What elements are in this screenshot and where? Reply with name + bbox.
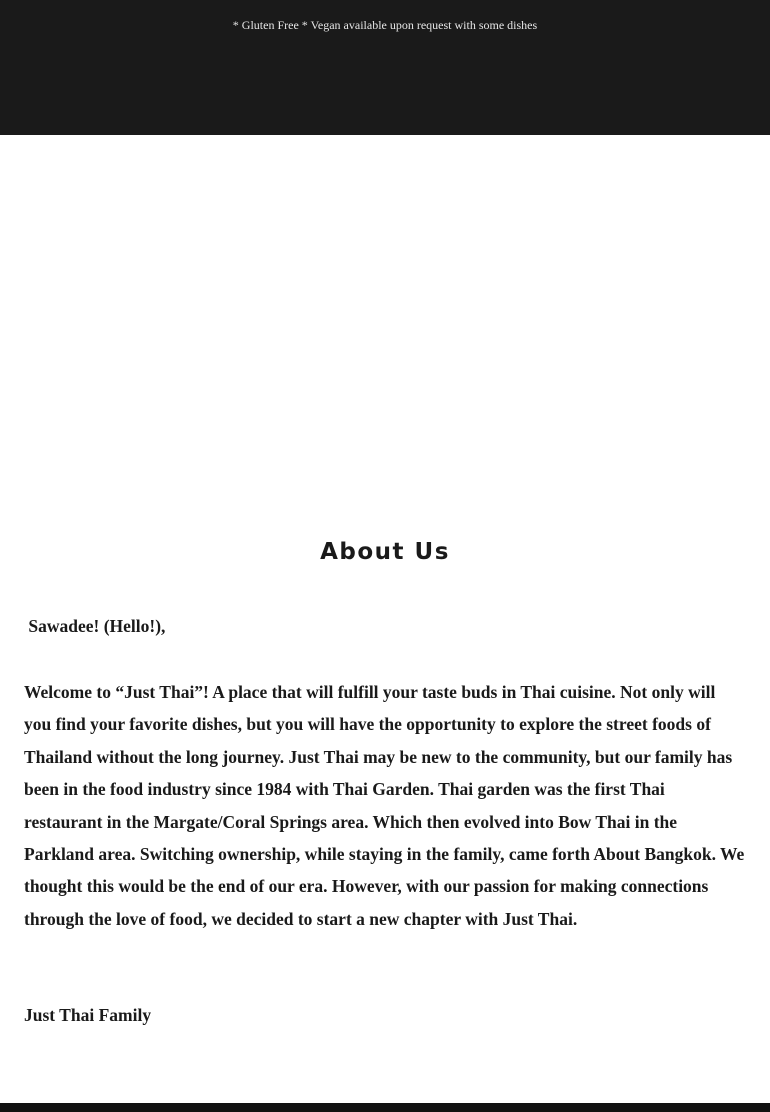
signoff-text: Just Thai Family: [24, 1005, 152, 1025]
story-paragraph: Welcome to “Just Thai”! A place that will fulfill your taste buds in Thai cuisine. Not only will you find your favorite dishes, but you will have the opportunity to explore the street foods of Thailand without the long journey. Just Thai may be new to the community, but our family has been in the food industry since 1984 with Thai Garden. Thai garden was the first Thai restaurant in the Margate/Coral Springs area. Which then evolved into Bow Thai in the Parkland area. Switching ownership, while staying in the family, came forth About Bangkok. We thought this would be the end of our era. However, with our passion for making connections through the love of food, we decided to start a new chapter with Just Thai.: [24, 682, 745, 929]
section-title: About Us: [320, 539, 450, 565]
header-banner: [0, 0, 770, 135]
footer-bar: [0, 1103, 770, 1112]
greeting-text: Sawadee! (Hello!),: [24, 616, 166, 636]
dietary-note: * Gluten Free * Vegan available upon request with some dishes: [232, 18, 538, 32]
